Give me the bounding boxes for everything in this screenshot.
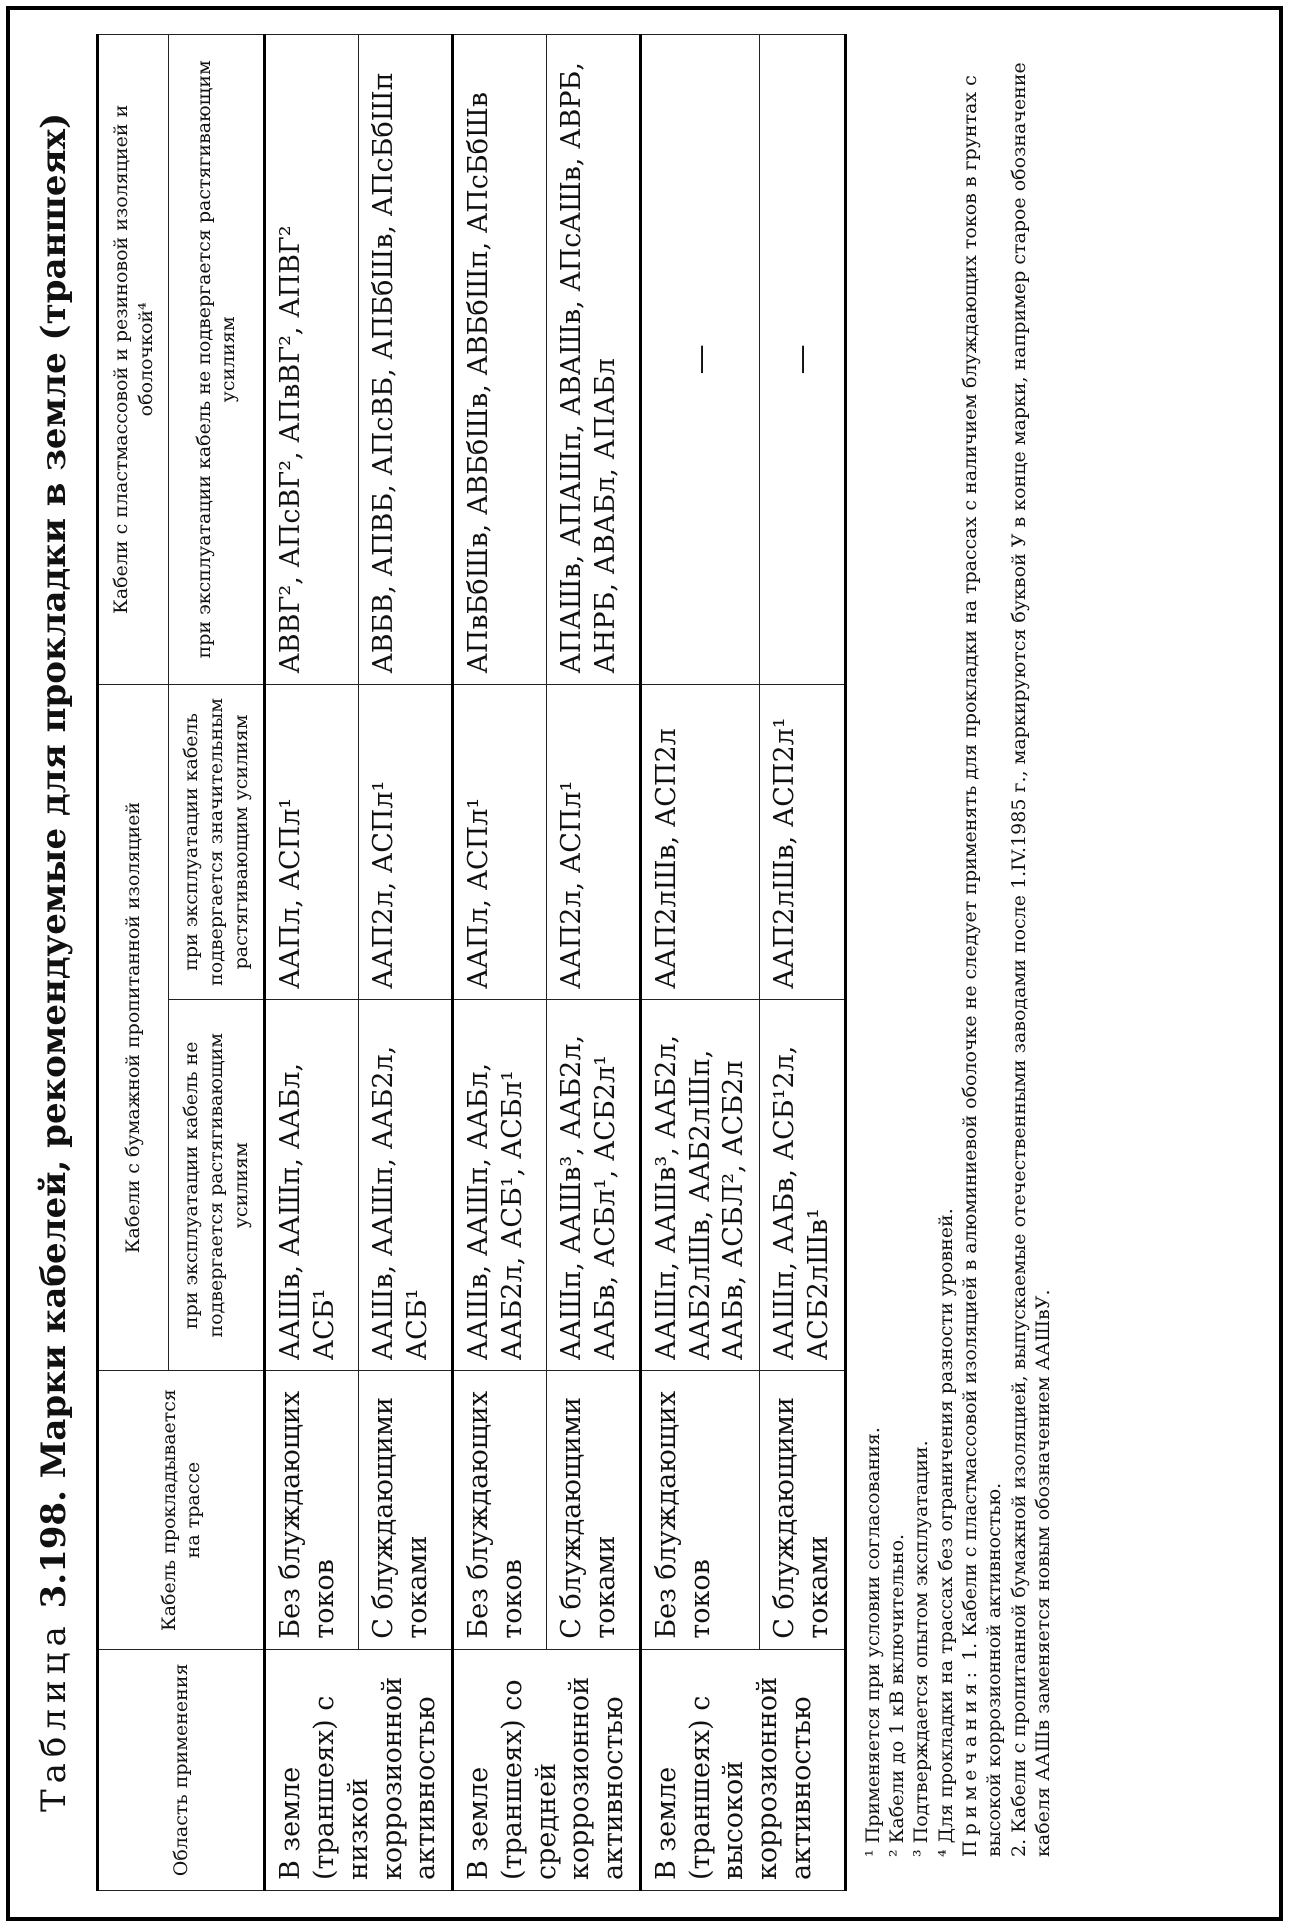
notes-label: Примечания: [958,1666,981,1857]
cell-area: В земле (траншеях) с высокой коррозионной активностью [640,1649,845,1890]
note-1-text: 1. Кабели с пластмассовой изоляцией в алюминиевой оболочке не следует применять для прокладки на трассах с наличием блуждающих токов в грунтах с высокой коррозионной активностью. [958,75,1006,1857]
footnotes [861,34,1056,1891]
cell-paper-no-tension: ААШв, ААШп, ААБл, АСБ¹ [265,1000,359,1371]
table-title-prefix: Таблица [34,1620,74,1813]
table-row [760,35,846,1891]
table-row [640,35,759,1891]
header-tension: при эксплуатации кабель подвергается значительным растягивающим усилиям [169,684,265,1000]
cell-paper-no-tension: ААШп, ААБв, АСБ¹2л, АСБ2лШв¹ [760,1000,846,1371]
table-row [453,35,547,1891]
cell-area: В земле (траншеях) со средней коррозионной активностью [453,1649,641,1890]
cell-route: Без блуждающих токов [265,1371,359,1649]
page-frame [6,6,1283,1921]
cell-paper-tension: ААПл, АСПл¹ [453,684,547,1000]
cell-plastic: АВВГ², АПсВГ², АПвВГ², АПВГ² [265,35,359,685]
cell-plastic: АВБВ, АПВБ, АПсВБ, АПБбШв, АПсБбШп [359,35,453,685]
note-2: 2. Кабели с пропитанной бумажной изоляцией, выпускаемые отечественными заводами после 1.IV.1985 г., маркируются буквой У в конце марки, например старое обозначение кабеля ААШв заменяется новым обозначением ААШвУ. [1007,62,1054,1857]
note-1 [958,34,1007,1891]
footnote: ⁴ Для прокладки на трассах без ограничения разности уровней. [934,1208,957,1857]
header-plastic-no-tension: при эксплуатации кабель не подвергается растягивающим усилиям [169,35,265,685]
cell-plastic: АПвБбШв, АВБбШв, АВБбШп, АПсБбШв [453,35,547,685]
document-body [16,34,1266,1891]
footnote: ² Кабели до 1 кВ включительно. [886,1533,908,1857]
footnote: ³ Подтверждается опытом эксплуатации. [910,1440,933,1857]
table-title-text: 3.198. Марки кабелей, рекомендуемые для прокладки в земле (траншеях) [34,112,74,1609]
cell-plastic: АПАШв, АПАШп, АВАШв, АПсАШв, АВРБ, АНРБ, АВАБл, АПАБл [547,35,641,685]
cell-paper-tension: ААП2лШв, АСП2л [640,684,759,1000]
rotated-page [10,10,1275,1913]
header-paper-group: Кабели с бумажной пропитанной изоляцией [98,684,169,1371]
table-row [265,35,359,1891]
header-plastic-group: Кабели с пластмассовой и резиновой изоляцией и оболочкой⁴ [98,35,169,685]
cell-area: В земле (траншеях) с низкой коррозионной активностью [265,1649,453,1890]
table-row [359,35,453,1891]
cell-paper-no-tension: ААШп, ААШв³, ААБ2л, ААБв, АСБл¹, АСБ2л¹ [547,1000,641,1371]
header-no-tension: при эксплуатации кабель не подвергается растягивающим усилиям [169,1000,265,1371]
cell-paper-tension: ААП2л, АСПл¹ [359,684,453,1000]
table-row [547,35,641,1891]
cell-paper-no-tension: ААШв, ААШп, ААБ2л, АСБ¹ [359,1000,453,1371]
cell-route: С блуждающими токами [359,1371,453,1649]
table-title [34,34,74,1891]
cell-route: С блуждающими токами [547,1371,641,1649]
cell-plastic: — [760,35,846,685]
cell-route: Без блуждающих токов [640,1371,759,1649]
header-route: Кабель прокладывается на трассе [98,1371,265,1649]
cell-paper-tension: ААП2л, АСПл¹ [547,684,641,1000]
cell-paper-no-tension: ААШп, ААШв³, ААБ2л, ААБ2лШв, ААБ2лШп, ААБв, АСБЛ², АСБ2л [640,1000,759,1371]
footnote: ¹ Применяется при условии согласования. [861,1427,884,1857]
cell-paper-tension: ААПл, АСПл¹ [265,684,359,1000]
cable-table [96,34,847,1891]
cell-paper-tension: ААП2лШв, АСП2л¹ [760,684,846,1000]
cell-route: С блуждающими токами [760,1371,846,1649]
header-area: Область применения [98,1649,265,1890]
cell-plastic: — [640,35,759,685]
cell-paper-no-tension: ААШв, ААШп, ААБл, ААБ2л, АСБ¹, АСБл¹ [453,1000,547,1371]
cell-route: Без блуждающих токов [453,1371,547,1649]
